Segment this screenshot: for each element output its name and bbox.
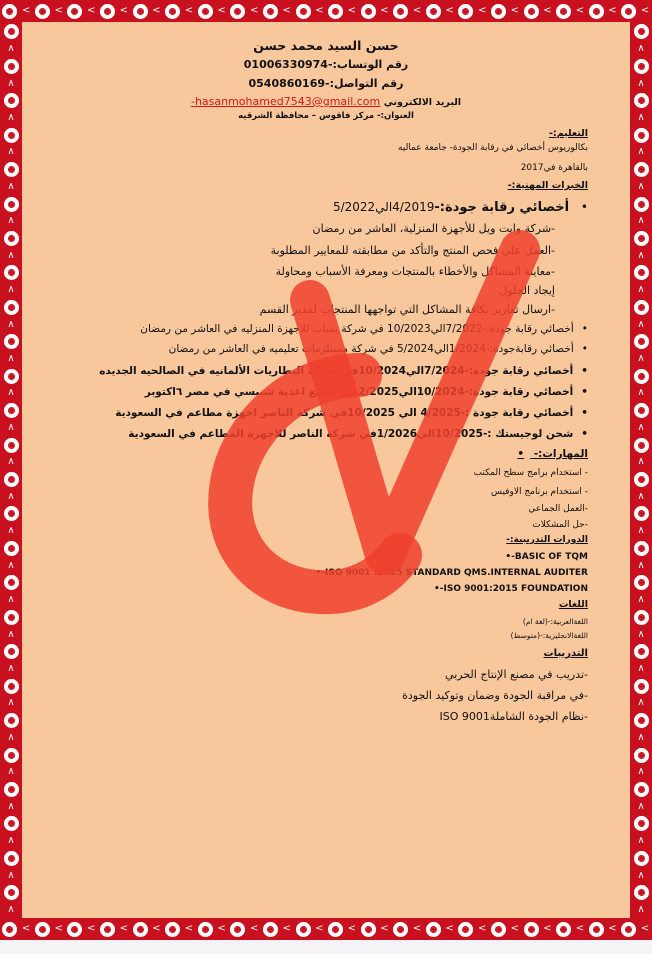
skill-item-1: - استخدام برامج سطح المكتب — [473, 468, 588, 478]
border-chevron-ornament: < — [152, 5, 161, 16]
border-flower-ornament — [634, 231, 649, 246]
border-chevron-ornament: < — [380, 923, 389, 934]
border-flower-ornament — [198, 4, 213, 19]
border-chevron-ornament: ∧ — [7, 180, 15, 192]
border-flower-ornament — [634, 300, 649, 315]
border-chevron-ornament: < — [445, 923, 454, 934]
border-flower-ornament — [165, 922, 180, 937]
border-chevron-ornament: ∧ — [637, 697, 645, 709]
border-chevron-ornament: < — [54, 923, 63, 934]
border-flower-ornament — [634, 610, 649, 625]
border-chevron-ornament: ∧ — [637, 180, 645, 192]
border-chevron-ornament: ∧ — [637, 594, 645, 606]
border-flower-ornament — [634, 782, 649, 797]
border-chevron-ornament: ∧ — [7, 662, 15, 674]
languages-heading: اللغات — [558, 599, 588, 610]
border-chevron-ornament: < — [282, 923, 291, 934]
border-chevron-ornament: < — [184, 5, 194, 16]
border-flower-ornament — [634, 575, 649, 590]
border-chevron-ornament: ∧ — [637, 525, 645, 537]
border-chevron-ornament: ∧ — [7, 215, 15, 227]
border-flower-ornament — [556, 922, 571, 937]
border-chevron-ornament: < — [640, 5, 650, 16]
border-flower-ornament — [634, 816, 649, 831]
border-chevron-ornament: ∧ — [7, 284, 15, 296]
border-flower-ornament — [4, 679, 19, 694]
skill-item-3: -العمل الجماعي — [528, 504, 588, 514]
border-flower-ornament — [634, 369, 649, 384]
border-flower-ornament — [4, 885, 19, 900]
address: العنوان:- مركز فاقوس – محافظة الشرقيه — [238, 111, 414, 121]
border-flower-ornament — [4, 197, 19, 212]
border-flower-ornament — [634, 644, 649, 659]
border-flower-ornament — [361, 922, 376, 937]
border-chevron-ornament: < — [217, 923, 226, 934]
course-item-2: ISO 9001 :2015 STANDARD QMS.INTERNAL AUDITER-• — [315, 568, 588, 578]
border-chevron-ornament: ∧ — [7, 456, 15, 468]
left-border-ornament — [0, 22, 22, 918]
border-flower-ornament — [4, 265, 19, 280]
border-flower-ornament — [67, 4, 82, 19]
border-flower-ornament — [4, 782, 19, 797]
border-flower-ornament — [4, 403, 19, 418]
border-chevron-ornament: ∧ — [7, 77, 15, 89]
border-chevron-ornament: < — [347, 923, 357, 934]
border-flower-ornament — [634, 541, 649, 556]
experience-item-6: • أخصائي رقابة جودة :-4/2025 الي 10/2025في شركة الناصر اجهزة مطاعم في السعودية — [115, 407, 588, 419]
border-chevron-ornament: < — [315, 923, 324, 934]
job1-line-3: -معاينة المشاكل والأخطاء بالمنتجات ومعرفة الأسباب ومحاولة — [275, 265, 555, 278]
language-item-1: اللغةالعربية:-(لغة ام) — [522, 617, 588, 626]
border-chevron-ornament: < — [477, 5, 487, 16]
border-flower-ornament — [634, 93, 649, 108]
border-flower-ornament — [263, 4, 278, 19]
border-chevron-ornament: < — [477, 923, 487, 934]
course-item-1: BASIC OF TQM-• — [505, 552, 588, 562]
border-chevron-ornament: ∧ — [637, 559, 645, 571]
border-chevron-ornament: < — [412, 5, 422, 16]
email-link[interactable]: hasanmohamed7543@gmail.com- — [190, 95, 381, 108]
border-chevron-ornament: < — [282, 5, 291, 16]
border-chevron-ornament: ∧ — [7, 766, 15, 778]
border-flower-ornament — [4, 24, 19, 39]
border-chevron-ornament: < — [249, 923, 259, 934]
border-flower-ornament — [100, 922, 115, 937]
border-flower-ornament — [133, 4, 148, 19]
border-chevron-ornament: ∧ — [637, 146, 645, 158]
bottom-border-ornament — [0, 918, 652, 940]
border-flower-ornament — [589, 4, 604, 19]
border-chevron-ornament: ∧ — [637, 628, 645, 640]
skills-bullet: • — [517, 448, 525, 460]
border-chevron-ornament: ∧ — [7, 490, 15, 502]
border-flower-ornament — [634, 59, 649, 74]
experience-heading: الخبرات المهنية:- — [507, 180, 588, 191]
border-chevron-ornament: ∧ — [637, 904, 645, 916]
border-chevron-ornament: ∧ — [637, 249, 645, 261]
border-chevron-ornament: ∧ — [7, 43, 15, 55]
phone-number: رقم التواصل:-0540860169 — [248, 77, 404, 90]
border-flower-ornament — [4, 438, 19, 453]
person-name: حسن السيد محمد حسن — [253, 38, 399, 53]
border-flower-ornament — [4, 93, 19, 108]
border-chevron-ornament: ∧ — [637, 353, 645, 365]
border-flower-ornament — [634, 403, 649, 418]
border-chevron-ornament: ∧ — [637, 215, 645, 227]
border-flower-ornament — [634, 24, 649, 39]
border-flower-ornament — [393, 4, 408, 19]
border-chevron-ornament: ∧ — [7, 904, 15, 916]
email-label: البريد الالكتروني — [383, 97, 462, 108]
training-item-3: -نظام الجودة الشاملة9001 ISO — [439, 710, 588, 723]
email-row — [22, 95, 630, 108]
cv-content — [22, 22, 630, 918]
border-flower-ornament — [634, 438, 649, 453]
border-flower-ornament — [4, 541, 19, 556]
border-flower-ornament — [4, 128, 19, 143]
border-chevron-ornament: ∧ — [637, 835, 645, 847]
border-flower-ornament — [634, 851, 649, 866]
border-chevron-ornament: < — [445, 5, 454, 16]
job1-line-4: إيجاد الحلول — [499, 284, 555, 297]
border-flower-ornament — [361, 4, 376, 19]
border-flower-ornament — [4, 231, 19, 246]
job1-dates: 4/2019الي5/2022 — [332, 200, 435, 214]
training-item-1: -تدريب في مصنع الإنتاج الحربي — [445, 668, 588, 681]
border-flower-ornament — [634, 679, 649, 694]
skills-title: المهارات:- — [533, 448, 588, 460]
border-flower-ornament — [296, 922, 311, 937]
border-chevron-ornament: < — [315, 5, 324, 16]
border-flower-ornament — [4, 162, 19, 177]
border-flower-ornament — [296, 4, 311, 19]
border-flower-ornament — [100, 4, 115, 19]
border-flower-ornament — [4, 334, 19, 349]
education-heading: التعليم:- — [548, 128, 588, 139]
border-chevron-ornament: < — [184, 923, 194, 934]
border-flower-ornament — [621, 922, 636, 937]
border-flower-ornament — [198, 922, 213, 937]
border-chevron-ornament: < — [608, 923, 617, 934]
border-flower-ornament — [4, 369, 19, 384]
trainings-heading: التدريبات — [543, 648, 588, 659]
border-flower-ornament — [634, 885, 649, 900]
border-flower-ornament — [634, 128, 649, 143]
border-flower-ornament — [35, 4, 50, 19]
border-flower-ornament — [4, 300, 19, 315]
experience-item-4: • أخصائي رقابة جودة:-7/2024الي10/2024في شركة البطاريات الألمانيه في الصالحيه الجديده — [99, 365, 588, 377]
border-flower-ornament — [263, 922, 278, 937]
border-flower-ornament — [393, 922, 408, 937]
border-flower-ornament — [133, 922, 148, 937]
border-chevron-ornament: < — [21, 923, 31, 934]
border-chevron-ornament: < — [347, 5, 357, 16]
border-chevron-ornament: ∧ — [7, 146, 15, 158]
border-flower-ornament — [4, 575, 19, 590]
border-flower-ornament — [491, 922, 506, 937]
border-chevron-ornament: ∧ — [7, 387, 15, 399]
border-chevron-ornament: ∧ — [7, 731, 15, 743]
border-chevron-ornament: ∧ — [637, 490, 645, 502]
border-chevron-ornament: < — [380, 5, 389, 16]
border-chevron-ornament: ∧ — [7, 800, 15, 812]
border-chevron-ornament: ∧ — [637, 43, 645, 55]
border-chevron-ornament: < — [249, 5, 259, 16]
border-chevron-ornament: ∧ — [7, 525, 15, 537]
border-chevron-ornament: < — [87, 5, 96, 16]
border-chevron-ornament: ∧ — [637, 456, 645, 468]
border-flower-ornament — [634, 334, 649, 349]
border-chevron-ornament: ∧ — [7, 318, 15, 330]
border-chevron-ornament: < — [54, 5, 63, 16]
border-chevron-ornament: ∧ — [7, 869, 15, 881]
training-item-2: -في مراقبة الجودة وضمان وتوكيد الجودة — [402, 689, 588, 702]
border-chevron-ornament: ∧ — [637, 731, 645, 743]
education-line-2: بالقاهرة في2017 — [520, 163, 588, 173]
border-flower-ornament — [4, 610, 19, 625]
border-chevron-ornament: ∧ — [7, 111, 15, 123]
experience-item-5: • أخصائي رقابة جودة:-10/2024الي2/2025في مصنع اغذية شيبسي في مصر ٦اكتوبر — [145, 386, 588, 398]
job1-line-2: -العمل على فحص المنتج والتأكد من مطابقته للمعايير المطلوبة — [270, 244, 555, 257]
border-flower-ornament — [4, 644, 19, 659]
border-flower-ornament — [458, 4, 473, 19]
border-flower-ornament — [634, 472, 649, 487]
border-flower-ornament — [4, 472, 19, 487]
education-line-1: بكالوريوس أخصائي في رقابة الجودة- جامعة عماليه — [398, 143, 588, 153]
border-flower-ornament — [491, 4, 506, 19]
border-chevron-ornament: ∧ — [637, 421, 645, 433]
border-flower-ornament — [4, 851, 19, 866]
border-chevron-ornament: ∧ — [7, 594, 15, 606]
border-flower-ornament — [2, 922, 17, 937]
border-chevron-ornament: < — [21, 5, 31, 16]
border-flower-ornament — [328, 4, 343, 19]
border-chevron-ornament: ∧ — [637, 766, 645, 778]
right-border-ornament — [630, 22, 652, 918]
courses-heading: الدورات التدريبية:- — [506, 535, 588, 545]
whatsapp-number: رقم الوتساب:-01006330974 — [243, 58, 409, 71]
border-chevron-ornament: < — [217, 5, 226, 16]
border-flower-ornament — [621, 4, 636, 19]
experience-item-1 — [333, 200, 588, 215]
skill-item-2: - استخدام برنامج الاوفيس — [490, 487, 588, 497]
border-flower-ornament — [634, 748, 649, 763]
border-chevron-ornament: ∧ — [637, 111, 645, 123]
experience-item-2: • أخصائي رقابة جودة:-7/2022الي10/2023 في شركة بساب للاجهزة المنزليه في العاشر من رمضان — [140, 323, 588, 335]
border-flower-ornament — [634, 162, 649, 177]
border-flower-ornament — [67, 922, 82, 937]
border-flower-ornament — [35, 922, 50, 937]
border-chevron-ornament: < — [510, 5, 519, 16]
border-chevron-ornament: ∧ — [637, 662, 645, 674]
border-chevron-ornament: < — [510, 923, 519, 934]
border-chevron-ornament: < — [575, 5, 585, 16]
border-chevron-ornament: ∧ — [7, 353, 15, 365]
border-flower-ornament — [4, 713, 19, 728]
border-chevron-ornament: ∧ — [637, 869, 645, 881]
border-flower-ornament — [4, 59, 19, 74]
border-flower-ornament — [524, 4, 539, 19]
border-chevron-ornament: ∧ — [637, 318, 645, 330]
border-flower-ornament — [230, 4, 245, 19]
border-chevron-ornament: ∧ — [7, 559, 15, 571]
border-chevron-ornament: ∧ — [7, 628, 15, 640]
border-chevron-ornament: ∧ — [637, 284, 645, 296]
border-flower-ornament — [556, 4, 571, 19]
border-flower-ornament — [4, 506, 19, 521]
border-flower-ornament — [524, 922, 539, 937]
skill-item-4: -حل المشكلات — [532, 520, 588, 530]
border-chevron-ornament: < — [640, 923, 650, 934]
job1-line-5: -ارسال تقارير بكافة المشاكل التي تواجهها المنتجات لمدير القسم — [259, 303, 555, 316]
border-chevron-ornament: ∧ — [637, 800, 645, 812]
border-flower-ornament — [426, 922, 441, 937]
border-flower-ornament — [589, 922, 604, 937]
border-flower-ornament — [328, 922, 343, 937]
border-chevron-ornament: < — [87, 923, 96, 934]
course-item-3: ISO 9001:2015 FOUNDATION-• — [434, 584, 588, 594]
border-flower-ornament — [2, 4, 17, 19]
border-chevron-ornament: ∧ — [7, 421, 15, 433]
job1-line-1: -شركة وايت ويل للأجهزة المنزلية، العاشر من رمضان — [312, 222, 555, 235]
border-chevron-ornament: ∧ — [7, 249, 15, 261]
border-flower-ornament — [634, 265, 649, 280]
border-flower-ornament — [230, 922, 245, 937]
experience-item-7: • شحن لوجيستك :-10/2025الي1/2026في شركة الناصر للاجهزة المطاعم في السعودية — [128, 428, 588, 440]
top-border-ornament — [0, 0, 652, 22]
border-flower-ornament — [426, 4, 441, 19]
skills-heading — [517, 448, 588, 460]
border-flower-ornament — [458, 922, 473, 937]
border-flower-ornament — [634, 506, 649, 521]
border-chevron-ornament: ∧ — [7, 835, 15, 847]
experience-item-3: • أخصائي رقابةجودة:-1/2024الي5/2024 في شركة مستلزمات تعليميه في العاشر من رمضان — [169, 343, 588, 355]
border-flower-ornament — [4, 748, 19, 763]
border-chevron-ornament: < — [543, 923, 552, 934]
border-flower-ornament — [634, 197, 649, 212]
border-chevron-ornament: < — [608, 5, 617, 16]
border-chevron-ornament: < — [543, 5, 552, 16]
border-chevron-ornament: < — [119, 5, 129, 16]
job1-title: أخصائي رقابة جودة:- — [434, 200, 570, 215]
border-chevron-ornament: < — [152, 923, 161, 934]
border-chevron-ornament: ∧ — [7, 697, 15, 709]
border-flower-ornament — [634, 713, 649, 728]
border-flower-ornament — [165, 4, 180, 19]
border-chevron-ornament: ∧ — [637, 77, 645, 89]
language-item-2: اللغةالانجليزية:-(متوسط) — [510, 631, 588, 640]
border-chevron-ornament: < — [412, 923, 422, 934]
border-chevron-ornament: < — [575, 923, 585, 934]
border-chevron-ornament: ∧ — [637, 387, 645, 399]
border-flower-ornament — [4, 816, 19, 831]
border-chevron-ornament: < — [119, 923, 129, 934]
